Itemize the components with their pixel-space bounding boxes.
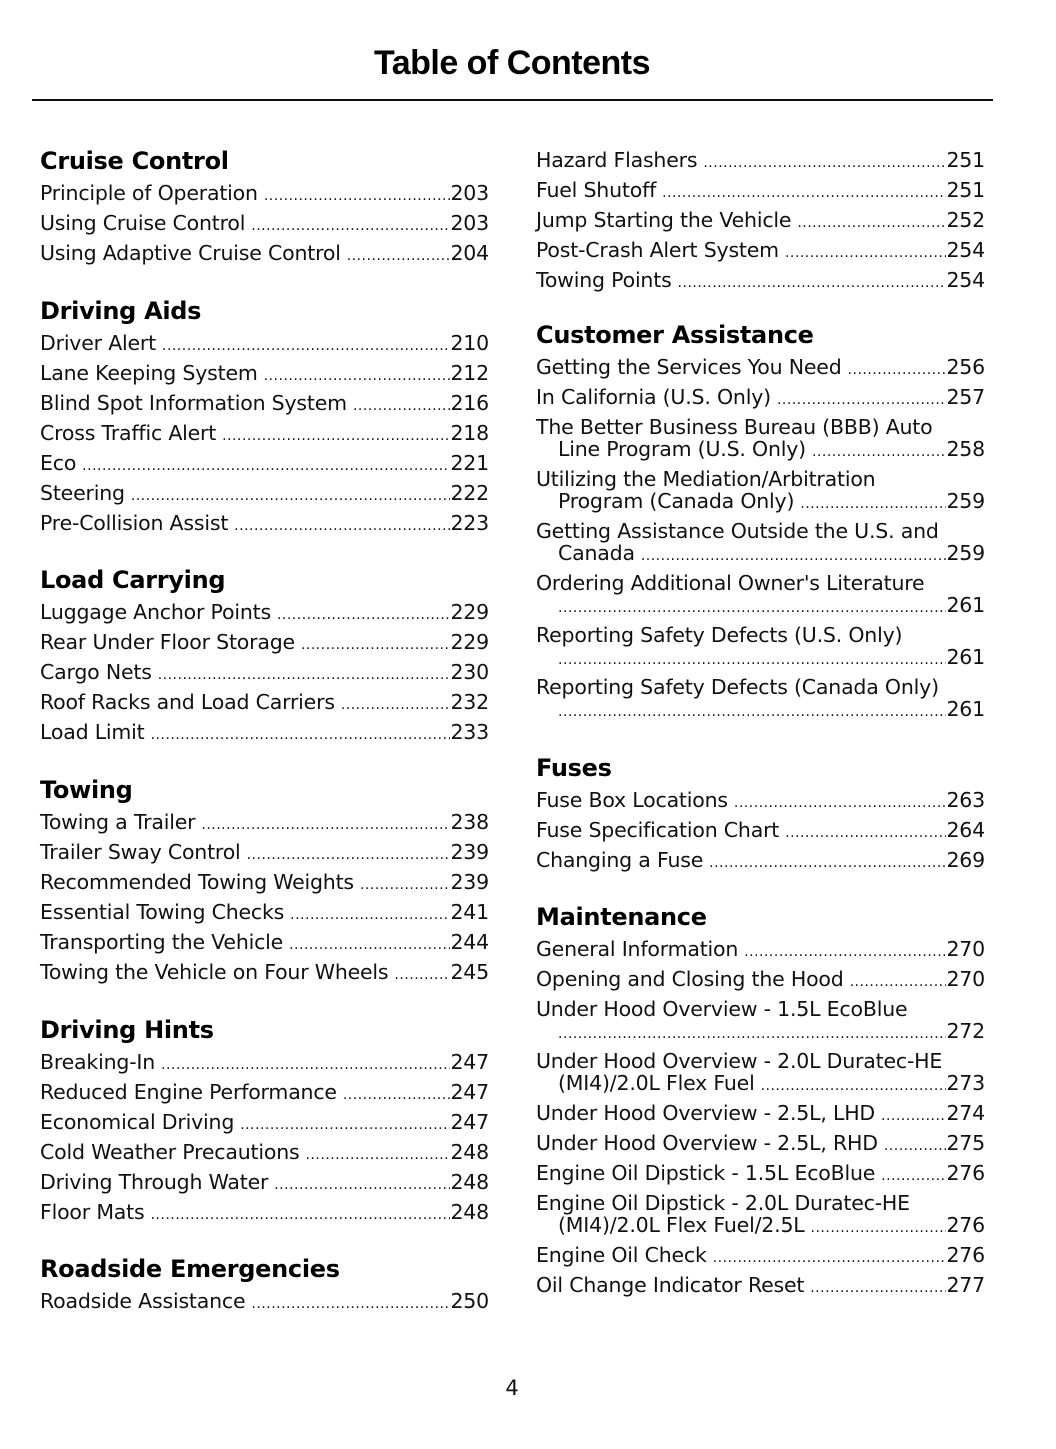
entry-label-continued: (MI4)/2.0L Flex Fuel [558,1071,755,1095]
entry-label: Using Adaptive Cruise Control [40,241,341,265]
toc-entry[interactable] [40,1137,489,1167]
entry-page: 233 [450,720,489,744]
toc-entry[interactable] [40,957,489,987]
entry-page: 273 [946,1071,985,1095]
toc-entry[interactable] [40,208,489,238]
dot-leader [289,927,450,957]
dot-leader [240,1107,450,1137]
dot-leader [222,418,450,448]
dot-leader [305,1137,450,1167]
entry-page: 212 [450,361,489,385]
entry-label: Using Cruise Control [40,211,246,235]
entry-label: Engine Oil Dipstick - 2.0L Duratec-HE [536,1191,910,1215]
toc-entry[interactable] [40,1286,489,1316]
dot-leader [353,388,451,418]
entry-page: 276 [946,1243,985,1267]
entry-label: Fuel Shutoff [536,178,657,202]
dot-leader [881,1098,946,1128]
toc-entry[interactable] [536,516,985,568]
entry-label: Driver Alert [40,331,156,355]
toc-entry[interactable] [40,627,489,657]
entry-label: Towing Points [536,268,672,292]
toc-entry[interactable] [40,837,489,867]
section-heading: Driving Hints [40,1016,214,1044]
dot-leader [761,1072,947,1094]
dot-leader [264,358,451,388]
entry-page: 223 [450,511,489,535]
entry-page: 216 [450,391,489,415]
entry-page: 259 [946,541,985,565]
toc-entry[interactable] [536,464,985,516]
dot-leader [850,964,947,994]
entry-page: 276 [946,1161,985,1185]
entry-page: 247 [450,1080,489,1104]
section-heading: Load Carrying [40,566,226,594]
dot-leader [811,1214,947,1236]
entry-page: 264 [946,818,985,842]
entry-label: Jump Starting the Vehicle [536,208,792,232]
dot-leader [251,1286,450,1316]
page-number: 4 [505,1376,519,1400]
dot-leader [812,438,947,460]
dot-leader [201,807,450,837]
toc-entry[interactable] [536,785,985,815]
toc-section-driving-hints [40,1013,489,1227]
entry-page: 261 [946,645,985,669]
toc-entry[interactable] [536,964,985,994]
entry-label: Under Hood Overview - 1.5L EcoBlue [536,997,908,1021]
entry-page: 256 [946,355,985,379]
dot-leader [797,205,946,235]
toc-entry[interactable] [536,205,985,235]
dot-leader [247,837,451,867]
dot-leader [277,597,451,627]
toc-entry[interactable] [40,927,489,957]
entry-page: 238 [450,810,489,834]
entry-label: Cold Weather Precautions [40,1140,300,1164]
entry-label: Opening and Closing the Hood [536,967,844,991]
toc-entry[interactable] [536,1046,985,1098]
dot-leader [150,1197,450,1227]
page-title: Table of Contents [373,44,651,82]
dot-leader [234,508,450,538]
entry-label: Luggage Anchor Points [40,600,271,624]
toc-entry[interactable] [40,1197,489,1227]
entry-label: Principle of Operation [40,181,258,205]
toc-section-fuses [536,751,985,875]
toc-entry[interactable] [536,1158,985,1188]
toc-section-customer-assistance [536,318,985,724]
entry-label: Reduced Engine Performance [40,1080,337,1104]
dot-leader [703,145,946,175]
toc-entry[interactable] [536,815,985,845]
dot-leader [848,352,947,382]
dot-leader [394,957,450,987]
entry-page: 252 [946,208,985,232]
entry-label: Under Hood Overview - 2.5L, LHD [536,1101,876,1125]
toc-entry[interactable] [536,235,985,265]
entry-page: 245 [450,960,489,984]
toc-entry[interactable] [40,897,489,927]
toc-entry[interactable] [40,358,489,388]
entry-label: Roof Racks and Load Carriers [40,690,335,714]
toc-entry[interactable] [40,508,489,538]
dot-leader [82,448,450,478]
dot-leader [785,235,947,265]
toc-entry[interactable] [40,1167,489,1197]
entry-label: Fuse Box Locations [536,788,728,812]
toc-entry[interactable] [40,1047,489,1077]
toc-section-roadside-emergencies [40,1252,489,1316]
toc-entry[interactable] [40,867,489,897]
entry-page: 274 [946,1101,985,1125]
entry-page: 248 [450,1140,489,1164]
entry-label: Load Limit [40,720,145,744]
entry-page: 263 [946,788,985,812]
entry-label: Under Hood Overview - 2.5L, RHD [536,1131,878,1155]
toc-entry[interactable] [536,934,985,964]
entry-label: Ordering Additional Owner's Literature [536,571,925,595]
dot-leader [558,1020,946,1042]
toc-entry[interactable] [536,1270,985,1300]
entry-label: Changing a Fuse [536,848,704,872]
dot-leader [151,717,451,747]
entry-page: 269 [946,848,985,872]
toc-entry[interactable] [40,178,489,208]
dot-leader [301,627,451,657]
dot-leader [158,657,451,687]
section-heading: Fuses [536,754,612,782]
section-heading: Driving Aids [40,297,202,325]
entry-page: 229 [450,600,489,624]
entry-label: Towing the Vehicle on Four Wheels [40,960,389,984]
toc-entry[interactable] [40,328,489,358]
toc-entry[interactable] [536,412,985,464]
entry-label: Blind Spot Information System [40,391,347,415]
entry-label: Cross Traffic Alert [40,421,217,445]
section-heading: Cruise Control [40,147,229,175]
entry-page: 244 [450,930,489,954]
dot-leader [713,1240,947,1270]
dot-leader [274,1167,450,1197]
entry-page: 251 [946,148,985,172]
entry-label: In California (U.S. Only) [536,385,771,409]
toc-entry[interactable] [536,175,985,205]
entry-page: 221 [450,451,489,475]
dot-leader [347,238,451,268]
dot-leader [777,382,947,412]
entry-label: Driving Through Water [40,1170,269,1194]
toc-entry[interactable] [40,717,489,747]
toc-entry[interactable] [536,672,985,724]
entry-label: Cargo Nets [40,660,152,684]
toc-entry[interactable] [536,145,985,175]
entry-page: 247 [450,1110,489,1134]
entry-page: 247 [450,1050,489,1074]
entry-page: 277 [946,1273,985,1297]
entry-label: Lane Keeping System [40,361,258,385]
entry-label: Post-Crash Alert System [536,238,779,262]
toc-entry[interactable] [40,1107,489,1137]
entry-label: Engine Oil Check [536,1243,707,1267]
dot-leader [251,208,450,238]
toc-entry[interactable] [40,1077,489,1107]
dot-leader [360,867,451,897]
entry-label: Getting Assistance Outside the U.S. and [536,519,939,543]
entry-label: The Better Business Bureau (BBB) Auto [536,415,933,439]
entry-label: Towing a Trailer [40,810,196,834]
dot-leader [884,1128,947,1158]
entry-label: Rear Under Floor Storage [40,630,295,654]
entry-label: Utilizing the Mediation/Arbitration [536,467,876,491]
toc-section-driving-aids [40,294,489,538]
section-heading: Towing [40,776,133,804]
entry-page: 229 [450,630,489,654]
entry-label: Recommended Towing Weights [40,870,354,894]
entry-label: Reporting Safety Defects (U.S. Only) [536,623,903,647]
entry-label: Engine Oil Dipstick - 1.5L EcoBlue [536,1161,876,1185]
entry-page: 232 [450,690,489,714]
entry-label-continued: (MI4)/2.0L Flex Fuel/2.5L [558,1213,805,1237]
dot-leader [678,265,947,295]
section-heading: Maintenance [536,903,707,931]
title-divider [32,99,993,101]
entry-page: 239 [450,870,489,894]
entry-label: Trailer Sway Control [40,840,241,864]
entry-page: 218 [450,421,489,445]
entry-page: 254 [946,238,985,262]
dot-leader [662,175,946,205]
toc-entry[interactable] [536,1128,985,1158]
entry-page: 257 [946,385,985,409]
toc-entry[interactable] [536,620,985,672]
entry-page: 250 [450,1289,489,1313]
toc-entry[interactable] [536,1188,985,1240]
toc-entry[interactable] [40,657,489,687]
toc-entry[interactable] [536,568,985,620]
toc-section-load-carrying [40,563,489,747]
entry-label: Getting the Services You Need [536,355,842,379]
entry-label: Economical Driving [40,1110,235,1134]
toc-entry[interactable] [40,478,489,508]
toc-entry[interactable] [536,352,985,382]
section-heading: Roadside Emergencies [40,1255,340,1283]
entry-page: 248 [450,1200,489,1224]
entry-page: 203 [450,181,489,205]
toc-entry[interactable] [40,687,489,717]
entry-label: Hazard Flashers [536,148,698,172]
toc-entry[interactable] [40,238,489,268]
dot-leader [558,594,946,616]
entry-page: 241 [450,900,489,924]
entry-page: 261 [946,697,985,721]
toc-section-maintenance [536,900,985,1300]
dot-leader [709,845,946,875]
dot-leader [881,1158,946,1188]
toc-entry[interactable] [40,597,489,627]
entry-page: 251 [946,178,985,202]
entry-page: 272 [946,1019,985,1043]
entry-label-continued: Line Program (U.S. Only) [558,437,806,461]
entry-label: Eco [40,451,77,475]
dot-leader [744,934,946,964]
entry-label: General Information [536,937,739,961]
entry-label: Under Hood Overview - 2.0L Duratec-HE [536,1049,943,1073]
entry-label: Steering [40,481,125,505]
entry-page: 210 [450,331,489,355]
entry-page: 258 [946,437,985,461]
entry-page: 270 [946,937,985,961]
toc-entry[interactable] [536,1098,985,1128]
entry-page: 204 [450,241,489,265]
entry-page: 276 [946,1213,985,1237]
entry-label-continued: Program (Canada Only) [558,489,795,513]
toc-section-cruise-control [40,144,489,268]
dot-leader [785,815,946,845]
entry-page: 203 [450,211,489,235]
entry-label: Essential Towing Checks [40,900,285,924]
dot-leader [810,1270,946,1300]
entry-label: Breaking-In [40,1050,156,1074]
entry-page: 259 [946,489,985,513]
dot-leader [558,698,946,720]
entry-page: 275 [946,1131,985,1155]
toc-entry[interactable] [536,994,985,1046]
toc-section-roadside-continued [536,145,985,295]
entry-label: Fuse Specification Chart [536,818,780,842]
dot-leader [343,1077,451,1107]
entry-label: Roadside Assistance [40,1289,246,1313]
entry-page: 254 [946,268,985,292]
entry-label: Pre-Collision Assist [40,511,229,535]
dot-leader [558,646,946,668]
dot-leader [800,490,946,512]
toc-entry[interactable] [536,845,985,875]
section-heading: Customer Assistance [536,321,814,349]
dot-leader [264,178,451,208]
toc-entry[interactable] [536,382,985,412]
entry-page: 261 [946,593,985,617]
toc-section-towing [40,773,489,987]
dot-leader [131,478,451,508]
entry-page: 230 [450,660,489,684]
dot-leader [734,785,947,815]
entry-page: 248 [450,1170,489,1194]
dot-leader [341,687,451,717]
toc-entry[interactable] [40,448,489,478]
entry-label: Transporting the Vehicle [40,930,284,954]
toc-entry[interactable] [40,418,489,448]
toc-entry[interactable] [40,807,489,837]
entry-label: Reporting Safety Defects (Canada Only) [536,675,939,699]
entry-label-continued: Canada [558,541,635,565]
dot-leader [290,897,450,927]
toc-entry[interactable] [536,265,985,295]
entry-page: 239 [450,840,489,864]
dot-leader [161,1047,450,1077]
entry-label: Floor Mats [40,1200,145,1224]
toc-entry[interactable] [536,1240,985,1270]
toc-entry[interactable] [40,388,489,418]
entry-label: Oil Change Indicator Reset [536,1273,805,1297]
entry-page: 270 [946,967,985,991]
entry-page: 222 [450,481,489,505]
dot-leader [162,328,450,358]
dot-leader [641,542,947,564]
